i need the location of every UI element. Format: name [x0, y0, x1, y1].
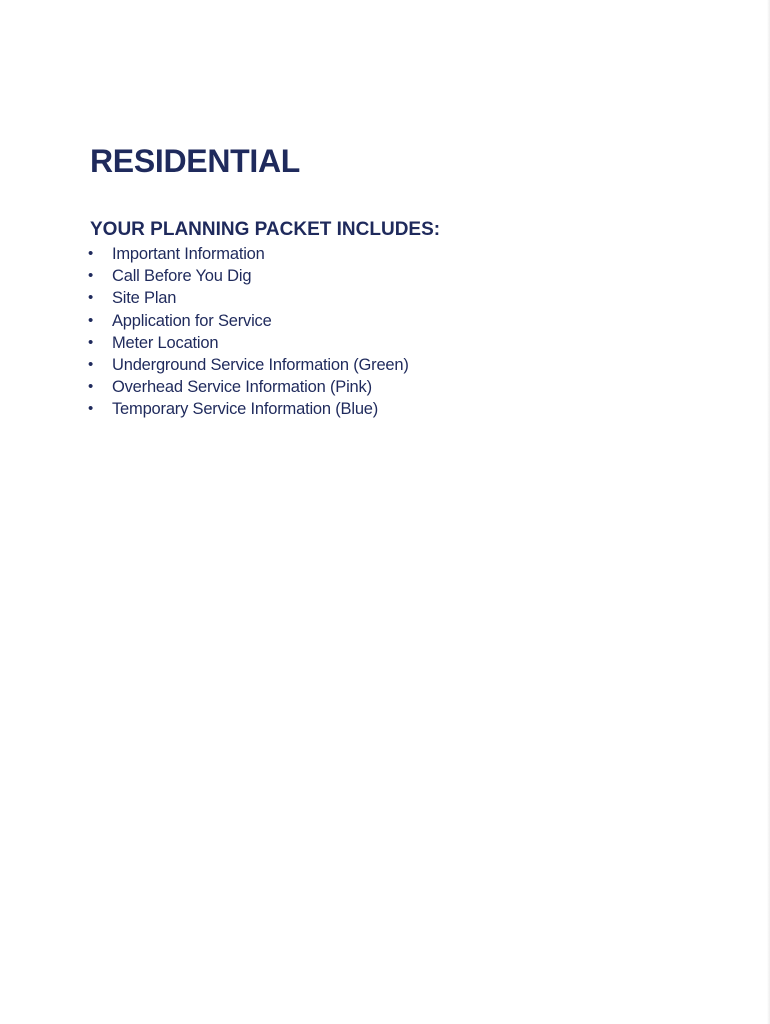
bullet-icon: • [88, 333, 94, 351]
list-item-text: Temporary Service Information (Blue) [112, 400, 379, 419]
list-item-text: Meter Location [112, 333, 219, 352]
bullet-icon: • [88, 289, 94, 307]
section-heading: YOUR PLANNING PACKET INCLUDES: [90, 219, 441, 240]
list-item-text: Important Information [112, 245, 265, 263]
list-item [86, 265, 409, 287]
bullet-icon: • [88, 245, 94, 262]
bullet-icon: • [88, 400, 94, 418]
list-item [86, 376, 409, 398]
list-item-text: Application for Service [112, 311, 272, 330]
bullet-icon: • [88, 267, 94, 285]
list-item [86, 243, 409, 265]
list-item-text: Call Before You Dig [112, 267, 252, 286]
list-item [86, 310, 409, 332]
packet-item-list [86, 243, 409, 421]
list-item [86, 354, 409, 376]
list-item-text: Underground Service Information (Green) [112, 355, 409, 374]
list-item-text: Overhead Service Information (Pink) [112, 378, 372, 397]
list-item [86, 332, 409, 354]
list-item [86, 398, 409, 420]
bullet-icon: • [88, 378, 94, 396]
bullet-icon: • [88, 311, 94, 329]
page-title: RESIDENTIAL [90, 143, 301, 179]
list-item [86, 287, 409, 309]
bullet-icon: • [88, 355, 94, 373]
list-item-text: Site Plan [112, 289, 177, 308]
